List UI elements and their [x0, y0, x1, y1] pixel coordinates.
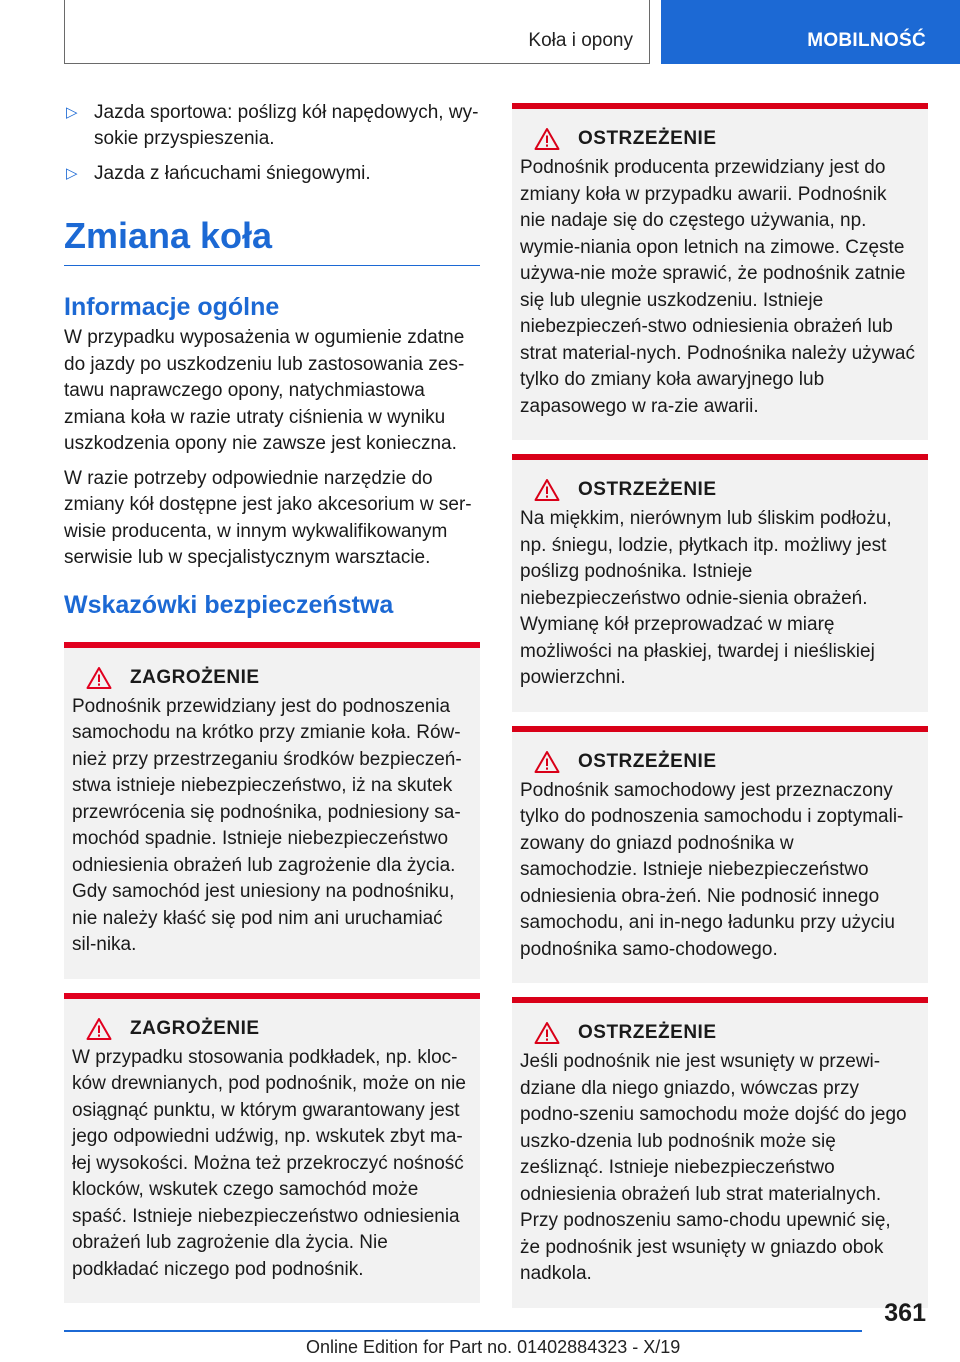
warning-box: [512, 726, 928, 984]
warning-text: Podnośnik samochodowy jest przeznaczony tylko do podnoszenia samochodu i zoptymali‐zowany do gniazd podnośnika w samochodzie. Istnieje niebezpieczeństwo odniesienia obra‐żeń. Nie podnosić innego samochodu, ani in‐nego ładunku przy użyciu podnośnika samo‐chodowego.: [520, 779, 904, 960]
paragraph: W razie potrzeby odpowiednie narzędzie do zmiany kół dostępne jest jako akcesorium w ser‐wisie producenta, w innym wykwalifikowanym serwisie lub w specjalistycznym warsztacie.: [64, 467, 472, 568]
warning-triangle-icon: [534, 127, 560, 151]
section-heading-safety: Wskazówki bezpieczeństwa: [64, 590, 394, 619]
bullet-text: Jazda z łańcuchami śniegowymi.: [94, 163, 371, 184]
page-title: Zmiana koła: [64, 215, 480, 266]
warning-box: [512, 997, 928, 1308]
list-item: [64, 100, 480, 152]
section-heading-general: Informacje ogólne: [64, 293, 280, 321]
left-column: [64, 100, 480, 1303]
bullet-list: [64, 100, 480, 187]
danger-box: [64, 642, 480, 979]
header-section-box: [64, 0, 650, 64]
warning-title: OSTRZEŻENIE: [578, 750, 717, 772]
section-title: Koła i opony: [528, 30, 633, 51]
warning-triangle-icon: [534, 1021, 560, 1045]
paragraph: W przypadku wyposażenia w ogumienie zdatne do jazdy po uszkodzeniu lub zastosowania zes‐tawu naprawczego opony, natychmiastowa zmiana koła w razie utraty ciśnienia w wyniku uszkodzenia opony nie zawsze jest konieczna.: [64, 327, 465, 454]
warning-text: Na miękkim, nierównym lub śliskim podłożu, np. śniegu, lodzie, płytkach itp. możliwy jest poślizg podnośnika. Istnieje niebezpieczeństwo odnie‐sienia obrażeń. Wymianę kół przeprowadzać w miarę możliwości na płaskiej, twardej i nieśliskiej powierzchni.: [520, 508, 892, 688]
warning-title: OSTRZEŻENIE: [578, 479, 717, 500]
triangle-right-icon: ▷: [66, 104, 78, 121]
page-number: 361: [884, 1299, 926, 1327]
chapter-label: MOBILNOŚĆ: [807, 30, 926, 51]
danger-title: ZAGROŻENIE: [130, 1017, 260, 1039]
warning-text: Podnośnik producenta przewidziany jest do zmiany koła w przypadku awarii. Podnośnik nie nadaje się do częstego używania, np. wymie‐niania opon letnich na zimowe. Częste używa‐nie może sprawić, że podnośnik zatnie się lub ulegnie uszkodzeniu. Istnieje niebezpieczeń‐stwo odniesienia obrażeń lub strat material‐nych. Podnośnika należy używać tylko do zmiany koła awaryjnego lub zapasowego w ra‐zie awarii.: [520, 157, 915, 417]
warning-triangle-icon: [86, 1017, 112, 1041]
list-item: [64, 161, 480, 187]
footer-divider: [64, 1330, 862, 1332]
warning-triangle-icon: [534, 750, 560, 774]
warning-box: [512, 454, 928, 712]
danger-title: ZAGROŻENIE: [130, 666, 260, 688]
warning-triangle-icon: [534, 478, 560, 502]
danger-text: Podnośnik przewidziany jest do podnoszenia samochodu na krótko przy zmianie koła. Rów‐nież przy przestrzeganiu środków bezpieczeń‐stwa istnieje niebezpieczeństwo, iż na skutek przewrócenia się podnośnika, podniesiony sa‐mochód spadnie. Istnieje niebezpieczeństwo odniesienia obrażeń lub zagrożenie dla życia. Gdy samochód jest uniesiony na podnośniku, nie należy kłaść się pod nim ani uruchamiać sil‐nika.: [72, 695, 462, 955]
triangle-right-icon: ▷: [66, 165, 78, 182]
warning-title: OSTRZEŻENIE: [578, 128, 717, 149]
right-column: [512, 103, 928, 1308]
footer-edition: Online Edition for Part no. 01402884323 - X/19: [306, 1337, 681, 1357]
warning-text: Jeśli podnośnik nie jest wsunięty w przewi‐dziane dla niego gniazdo, wówczas przy podno‐szeniu samochodu może dojść do jego uszko‐dzenia lub podnośnik może się ześliznąć. Istnieje niebezpieczeństwo odniesienia obrażeń lub strat materialnych. Przy podnoszeniu samo‐chodu upewnić się, że podnośnik jest wsunięty w gniazdo obok nadkola.: [520, 1051, 907, 1284]
warning-box: [512, 103, 928, 440]
warning-title: OSTRZEŻENIE: [578, 1022, 717, 1043]
danger-text: W przypadku stosowania podkładek, np. kloc‐ków drewnianych, pod podnośnik, może on nie osiągnąć punktu, w którym gwarantowany jest jego odpowiedni udźwig, np. wskutek zbyt ma‐łej wysokości. Można też przekroczyć nośność klocków, wskutek czego samochód może spaść. Istnieje niebezpieczeństwo odniesienia obrażeń lub zagrożenie dla życia. Nie podkładać niczego pod podnośnik.: [72, 1046, 466, 1280]
danger-box: [64, 993, 480, 1304]
bullet-text: Jazda sportowa: poślizg kół napędowych, wy‐sokie przyspieszenia.: [94, 102, 479, 149]
chapter-tab[interactable]: [661, 0, 960, 64]
warning-triangle-icon: [86, 666, 112, 690]
